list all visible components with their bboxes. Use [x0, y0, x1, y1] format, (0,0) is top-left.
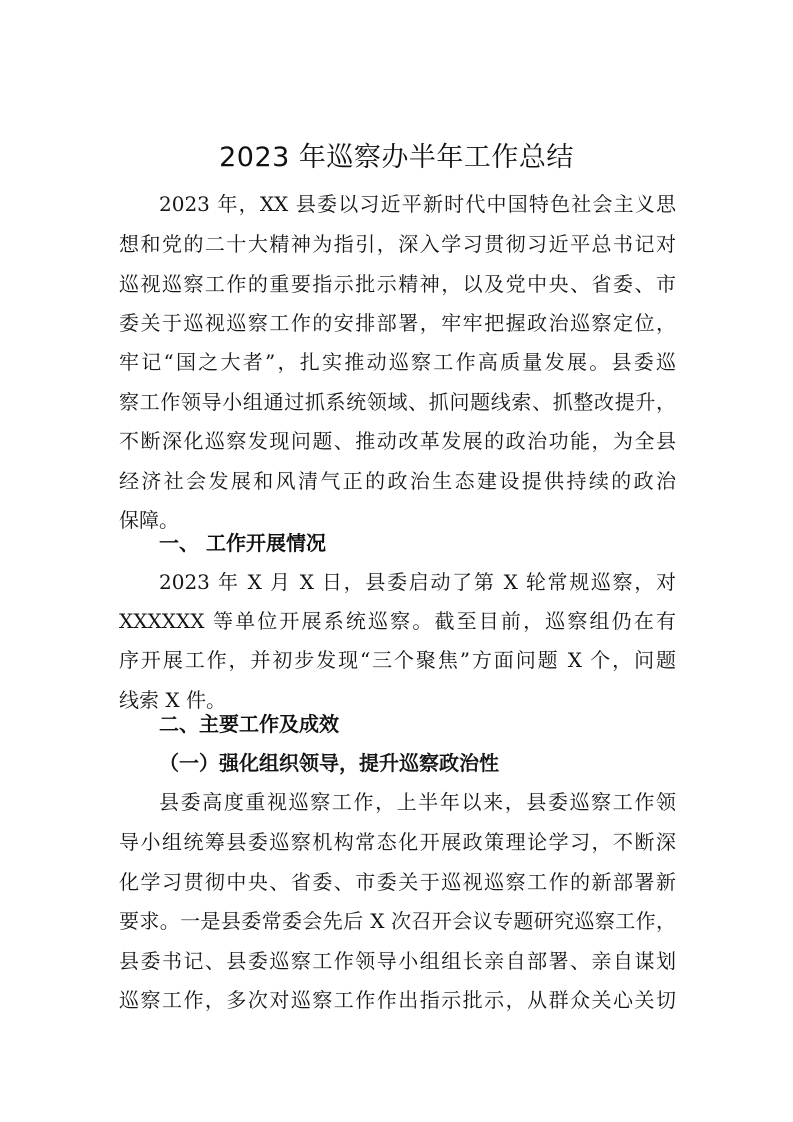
intro-line-2: 想和党的二十大精神为指引，深入学习贯彻习近平总书记对 — [119, 232, 676, 256]
section-2-line-6: 巡察工作，多次对巡察工作作出指示批示，从群众关心关切 — [119, 988, 676, 1012]
section-1-line-4: 线索 X 件。 — [119, 688, 226, 712]
document-title: 2023 年巡察办半年工作总结 — [219, 142, 574, 173]
section-2-line-4: 要求。一是县委常委会先后 X 次召开会议专题研究巡察工作， — [119, 909, 676, 933]
intro-line-8: 经济社会发展和风清气正的政治生态建设提供持续的政治 — [119, 469, 676, 493]
section-1-line-2: XXXXXX 等单位开展系统巡察。截至目前，巡察组仍在有 — [119, 609, 676, 633]
section-2-line-5: 县委书记、县委巡察工作领导小组组长亲自部署、亲自谋划 — [119, 949, 676, 973]
intro-line-5: 牢记“国之大者”，扎实推动巡察工作高质量发展。县委巡 — [119, 350, 676, 374]
section-1-line-1: 2023 年 X 月 X 日，县委启动了第 X 轮常规巡察，对 — [159, 570, 676, 594]
section-2-line-2: 导小组统筹县委巡察机构常态化开展政策理论学习，不断深 — [119, 830, 676, 854]
intro-line-4: 委关于巡视巡察工作的安排部署，牢牢把握政治巡察定位， — [119, 311, 676, 335]
intro-line-3: 巡视巡察工作的重要指示批示精神，以及党中央、省委、市 — [119, 272, 676, 296]
intro-line-7: 不断深化巡察发现问题、推动改革发展的政治功能，为全县 — [119, 429, 676, 453]
section-2-heading: 二、主要工作及成效 — [159, 712, 339, 736]
section-1-line-3: 序开展工作，并初步发现“三个聚焦”方面问题 X 个，问题 — [119, 648, 676, 672]
intro-line-6: 察工作领导小组通过抓系统领域、抓问题线索、抓整改提升， — [119, 390, 676, 414]
section-2-line-3: 化学习贯彻中央、省委、市委关于巡视巡察工作的新部署新 — [119, 870, 676, 894]
section-1-heading: 一、 工作开展情况 — [159, 531, 326, 555]
intro-line-9: 保障。 — [119, 508, 179, 532]
intro-line-1: 2023 年，XX 县委以习近平新时代中国特色社会主义思 — [159, 192, 676, 216]
section-2-subheading-1: （一）强化组织领导，提升巡察政治性 — [159, 751, 499, 775]
section-2-line-1: 县委高度重视巡察工作，上半年以来，县委巡察工作领 — [159, 790, 676, 814]
